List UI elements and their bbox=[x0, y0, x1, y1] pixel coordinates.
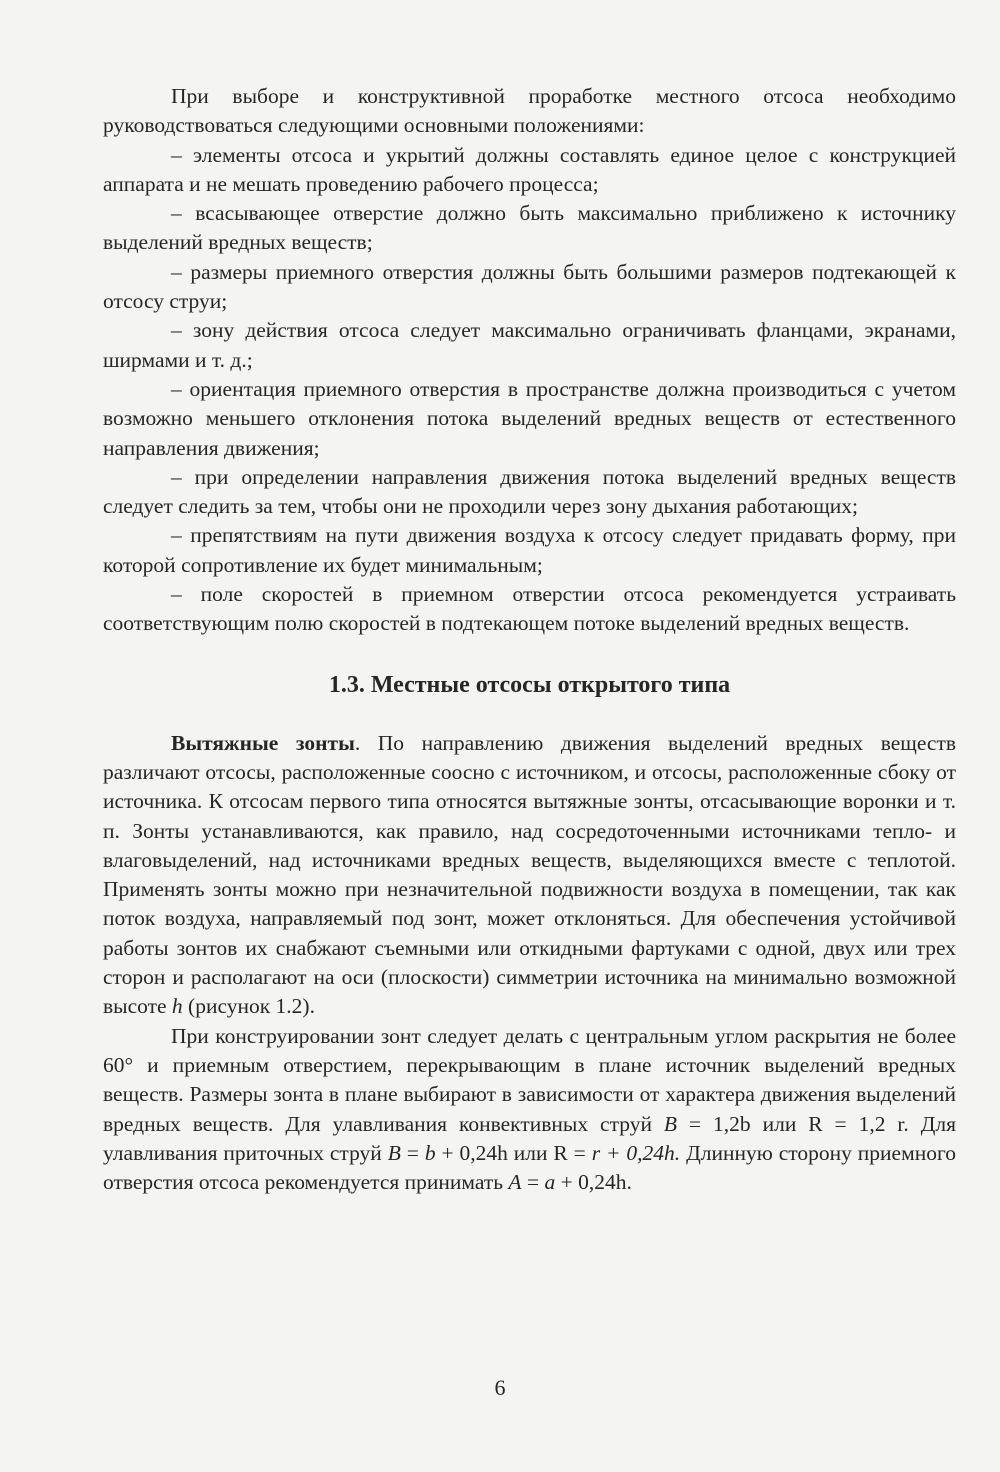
paragraph-text: При конструировании зонт следует делать с центральным углом раскрытия не более 60° и приемным отверстием, перекрывающим в плане источник выделений вредных веществ. Размеры зонта в плане выбирают в зависимости от характера движения выделений вредных веществ. Для улавливания конвективных струй bbox=[103, 1023, 956, 1136]
section-heading: 1.3. Местные отсосы открытого типа bbox=[328, 671, 731, 698]
paragraph-text: . По направлению движения выделений вредных веществ различают отсосы, расположенные соосно с источником, и отсосы, расположенные сбоку от источника. К отсосам первого типа относятся вытяжные зонты, отсасывающие воронки и т. п. Зонты устанавливаются, как правило, над сосредоточенными источниками тепло- и влаговыделений, над источниками вредных веществ, выделяющихся вместе с теплотой. Применять зонты можно при незначительной подвижности воздуха в помещении, так как поток воздуха, направляемый под зонт, может отклоняться. Для обеспечения устойчивой работы зонтов их снабжают съемными или откидными фартуками с одной, двух или трех сторон и располагают на оси (плоскости) симметрии источника на минимально возможной высоте bbox=[103, 730, 956, 1019]
formula-r: r + 0,24h. bbox=[591, 1140, 681, 1165]
variable-h: h bbox=[171, 994, 183, 1019]
list-item: – всасывающее отверстие должно быть максимально приближено к источнику выделений вредных веществ; bbox=[103, 201, 956, 255]
paragraph-text: + 0,24h или R = bbox=[435, 1140, 592, 1165]
variable-A: A bbox=[508, 1170, 522, 1195]
list-item: – при определении направления движения потока выделений вредных веществ следует следить за тем, чтобы они не проходили через зону дыхания работающих; bbox=[103, 464, 956, 519]
paragraph-text: = bbox=[521, 1170, 545, 1195]
variable-B: B bbox=[663, 1111, 678, 1136]
variable-B: B bbox=[387, 1140, 401, 1165]
list-item: – размеры приемного отверстия должны быть большими размеров подтекающей к отсосу струи; bbox=[103, 259, 956, 314]
paragraph-design bbox=[103, 1022, 956, 1198]
page-number: 6 bbox=[494, 1375, 506, 1400]
variable-b: b bbox=[424, 1140, 436, 1165]
list-item: – элементы отсоса и укрытий должны составлять единое целое с конструкцией аппарата и не мешать проведению рабочего процесса; bbox=[103, 142, 956, 196]
paragraph-text: = bbox=[400, 1140, 425, 1165]
paragraph-text: = 1,2b или R = 1,2 r. Для улавливания приточных струй bbox=[103, 1111, 956, 1165]
paragraph-text: + 0,24h. bbox=[555, 1170, 632, 1195]
term-exhaust-hoods: Вытяжные зонты bbox=[171, 730, 355, 755]
paragraph-text: (рисунок 1.2). bbox=[182, 994, 315, 1019]
intro-lead: При выборе и конструктивной проработке местного отсоса необходимо руководствоваться следующими основными положениями: bbox=[103, 84, 956, 138]
paragraph-hoods bbox=[103, 729, 956, 1022]
list-item: – зону действия отсоса следует максимально ограничивать фланцами, экранами, ширмами и т. д.; bbox=[103, 318, 956, 372]
list-item: – поле скоростей в приемном отверстии отсоса рекомендуется устраивать соответствующим полю скоростей в подтекающем потоке выделений вредных веществ. bbox=[103, 582, 956, 636]
variable-a: a bbox=[544, 1170, 556, 1195]
list-item: – препятствиям на пути движения воздуха к отсосу следует придавать форму, при которой сопротивление их будет минимальным; bbox=[103, 523, 956, 577]
page-body bbox=[103, 82, 956, 1197]
list-item: – ориентация приемного отверстия в пространстве должна производиться с учетом возможно меньшего отклонения потока выделений вредных веществ от естественного направления движения; bbox=[103, 376, 956, 460]
paragraph-text: Длинную сторону приемного отверстия отсоса рекомендуется принимать bbox=[103, 1140, 956, 1195]
